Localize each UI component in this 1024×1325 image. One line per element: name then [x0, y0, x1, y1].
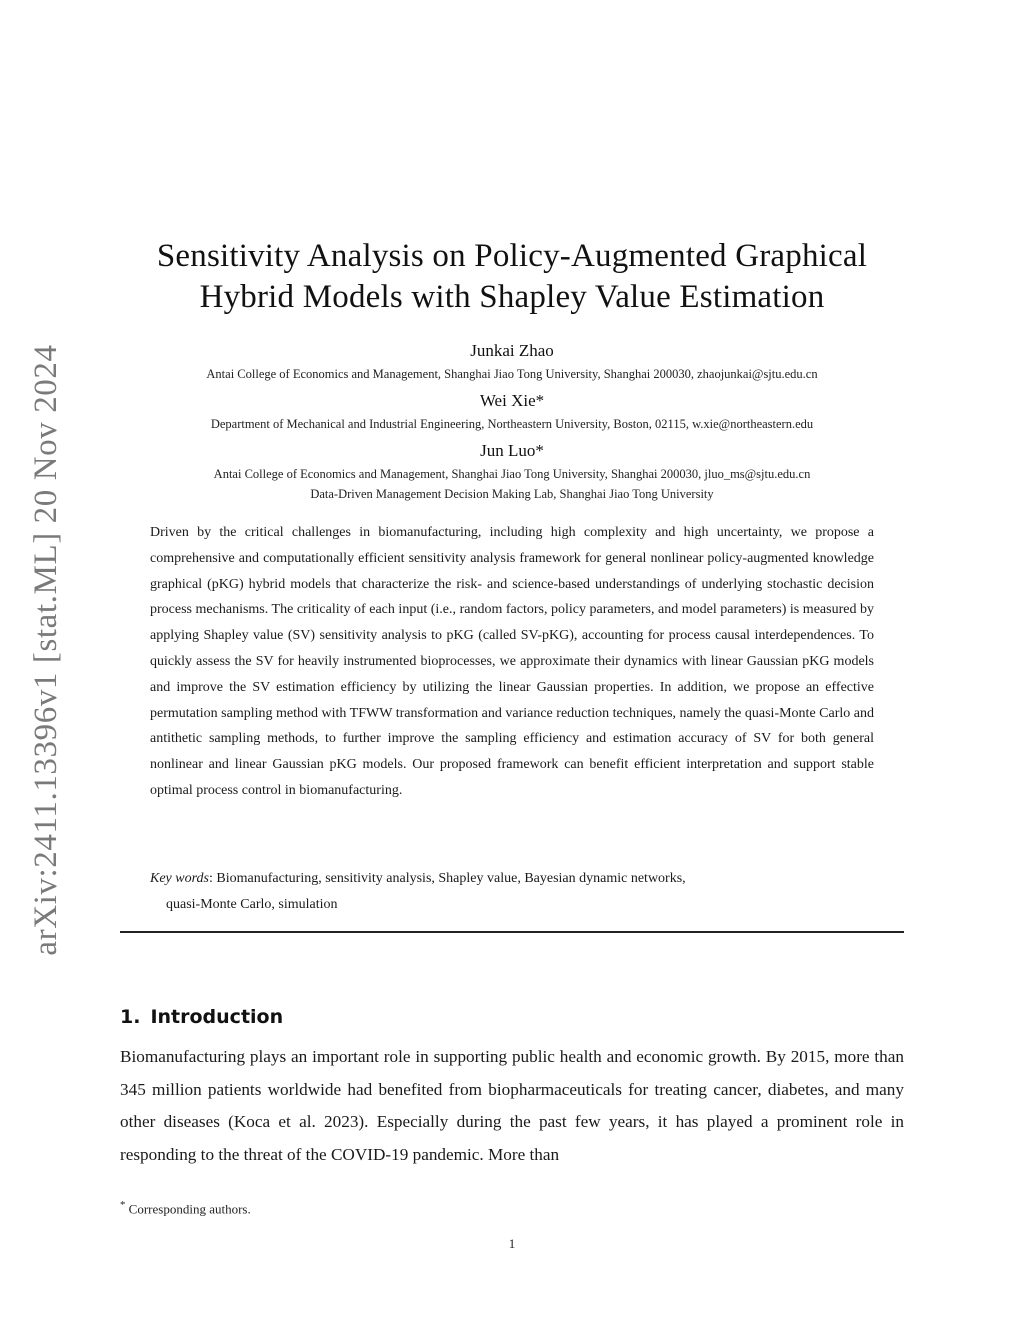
- introduction-paragraph: Biomanufacturing plays an important role in supporting public health and economic growth. By 2015, more than 345 million patients worldwide had benefited from biopharmaceuticals for treating cancer, diabetes, and many other diseases (Koca et al. 2023). Especially during the past few years, it has played a prominent role in responding to the threat of the COVID-19 pandemic. More than: [120, 1047, 904, 1165]
- arxiv-identifier-stamp: arXiv:2411.13396v1 [stat.ML] 20 Nov 2024: [28, 344, 64, 956]
- author-block: [100, 338, 924, 504]
- author-name: Wei Xie*: [479, 391, 545, 410]
- footnote: [120, 1195, 251, 1219]
- page-number: 1: [508, 1236, 516, 1251]
- keywords: Key words: Biomanufacturing, sensitivity analysis, Shapley value, Bayesian dynamic networks, quasi-Monte Carlo, simulation: [150, 866, 874, 918]
- author-affiliation: Antai College of Economics and Management, Shanghai Jiao Tong University, Shanghai 200030, jluo_ms@sjtu.edu.cn: [213, 467, 811, 481]
- keywords-label: Key words: [150, 871, 209, 886]
- keywords-line-2: quasi-Monte Carlo, simulation: [166, 897, 338, 912]
- section-number: 1.: [120, 1006, 141, 1028]
- keywords-line-1: Biomanufacturing, sensitivity analysis, Shapley value, Bayesian dynamic networks,: [216, 871, 686, 886]
- abstract: Driven by the critical challenges in biomanufacturing, including high complexity and high uncertainty, we propose a comprehensive and computationally efficient sensitivity analysis framework for general nonlinear policy-augmented knowledge graphical (pKG) hybrid models that characterize the risk- and science-based understandings of underlying stochastic decision process mechanisms. The criticality of each input (i.e., random factors, policy parameters, and model parameters) is measured by applying Shapley value (SV) sensitivity analysis to pKG (called SV-pKG), accounting for process causal interdependences. To quickly assess the SV for heavily instrumented bioprocesses, we approximate their dynamics with linear Gaussian pKG models and improve the SV estimation efficiency by utilizing the linear Gaussian properties. In addition, we propose an effective permutation sampling method with TFWW transformation and variance reduction techniques, namely the quasi-Monte Carlo and antithetic sampling methods, to further improve the sampling efficiency and estimation accuracy of SV for both general nonlinear and linear Gaussian pKG models. Our proposed framework can benefit efficient interpretation and support stable optimal process control in biomanufacturing.: [150, 525, 874, 798]
- footnote-text: Corresponding authors.: [128, 1201, 251, 1217]
- author-affiliation-lab: Data-Driven Management Decision Making Lab, Shanghai Jiao Tong University: [310, 487, 714, 501]
- author-name: Junkai Zhao: [470, 341, 554, 360]
- title-line-1: Sensitivity Analysis on Policy-Augmented Graphical: [156, 238, 868, 274]
- footnote-mark: *: [120, 1199, 126, 1211]
- horizontal-rule: [120, 931, 904, 933]
- paper-title: [100, 236, 924, 318]
- section-heading: [120, 1003, 283, 1031]
- author-affiliation: Antai College of Economics and Management, Shanghai Jiao Tong University, Shanghai 200030, zhaojunkai@sjtu.edu.cn: [206, 367, 818, 381]
- author-name: Jun Luo*: [480, 441, 544, 460]
- title-line-2: Hybrid Models with Shapley Value Estimation: [199, 279, 825, 315]
- section-title: Introduction: [150, 1006, 284, 1028]
- author-affiliation: Department of Mechanical and Industrial Engineering, Northeastern University, Boston, 02115, w.xie@northeastern.edu: [210, 417, 814, 431]
